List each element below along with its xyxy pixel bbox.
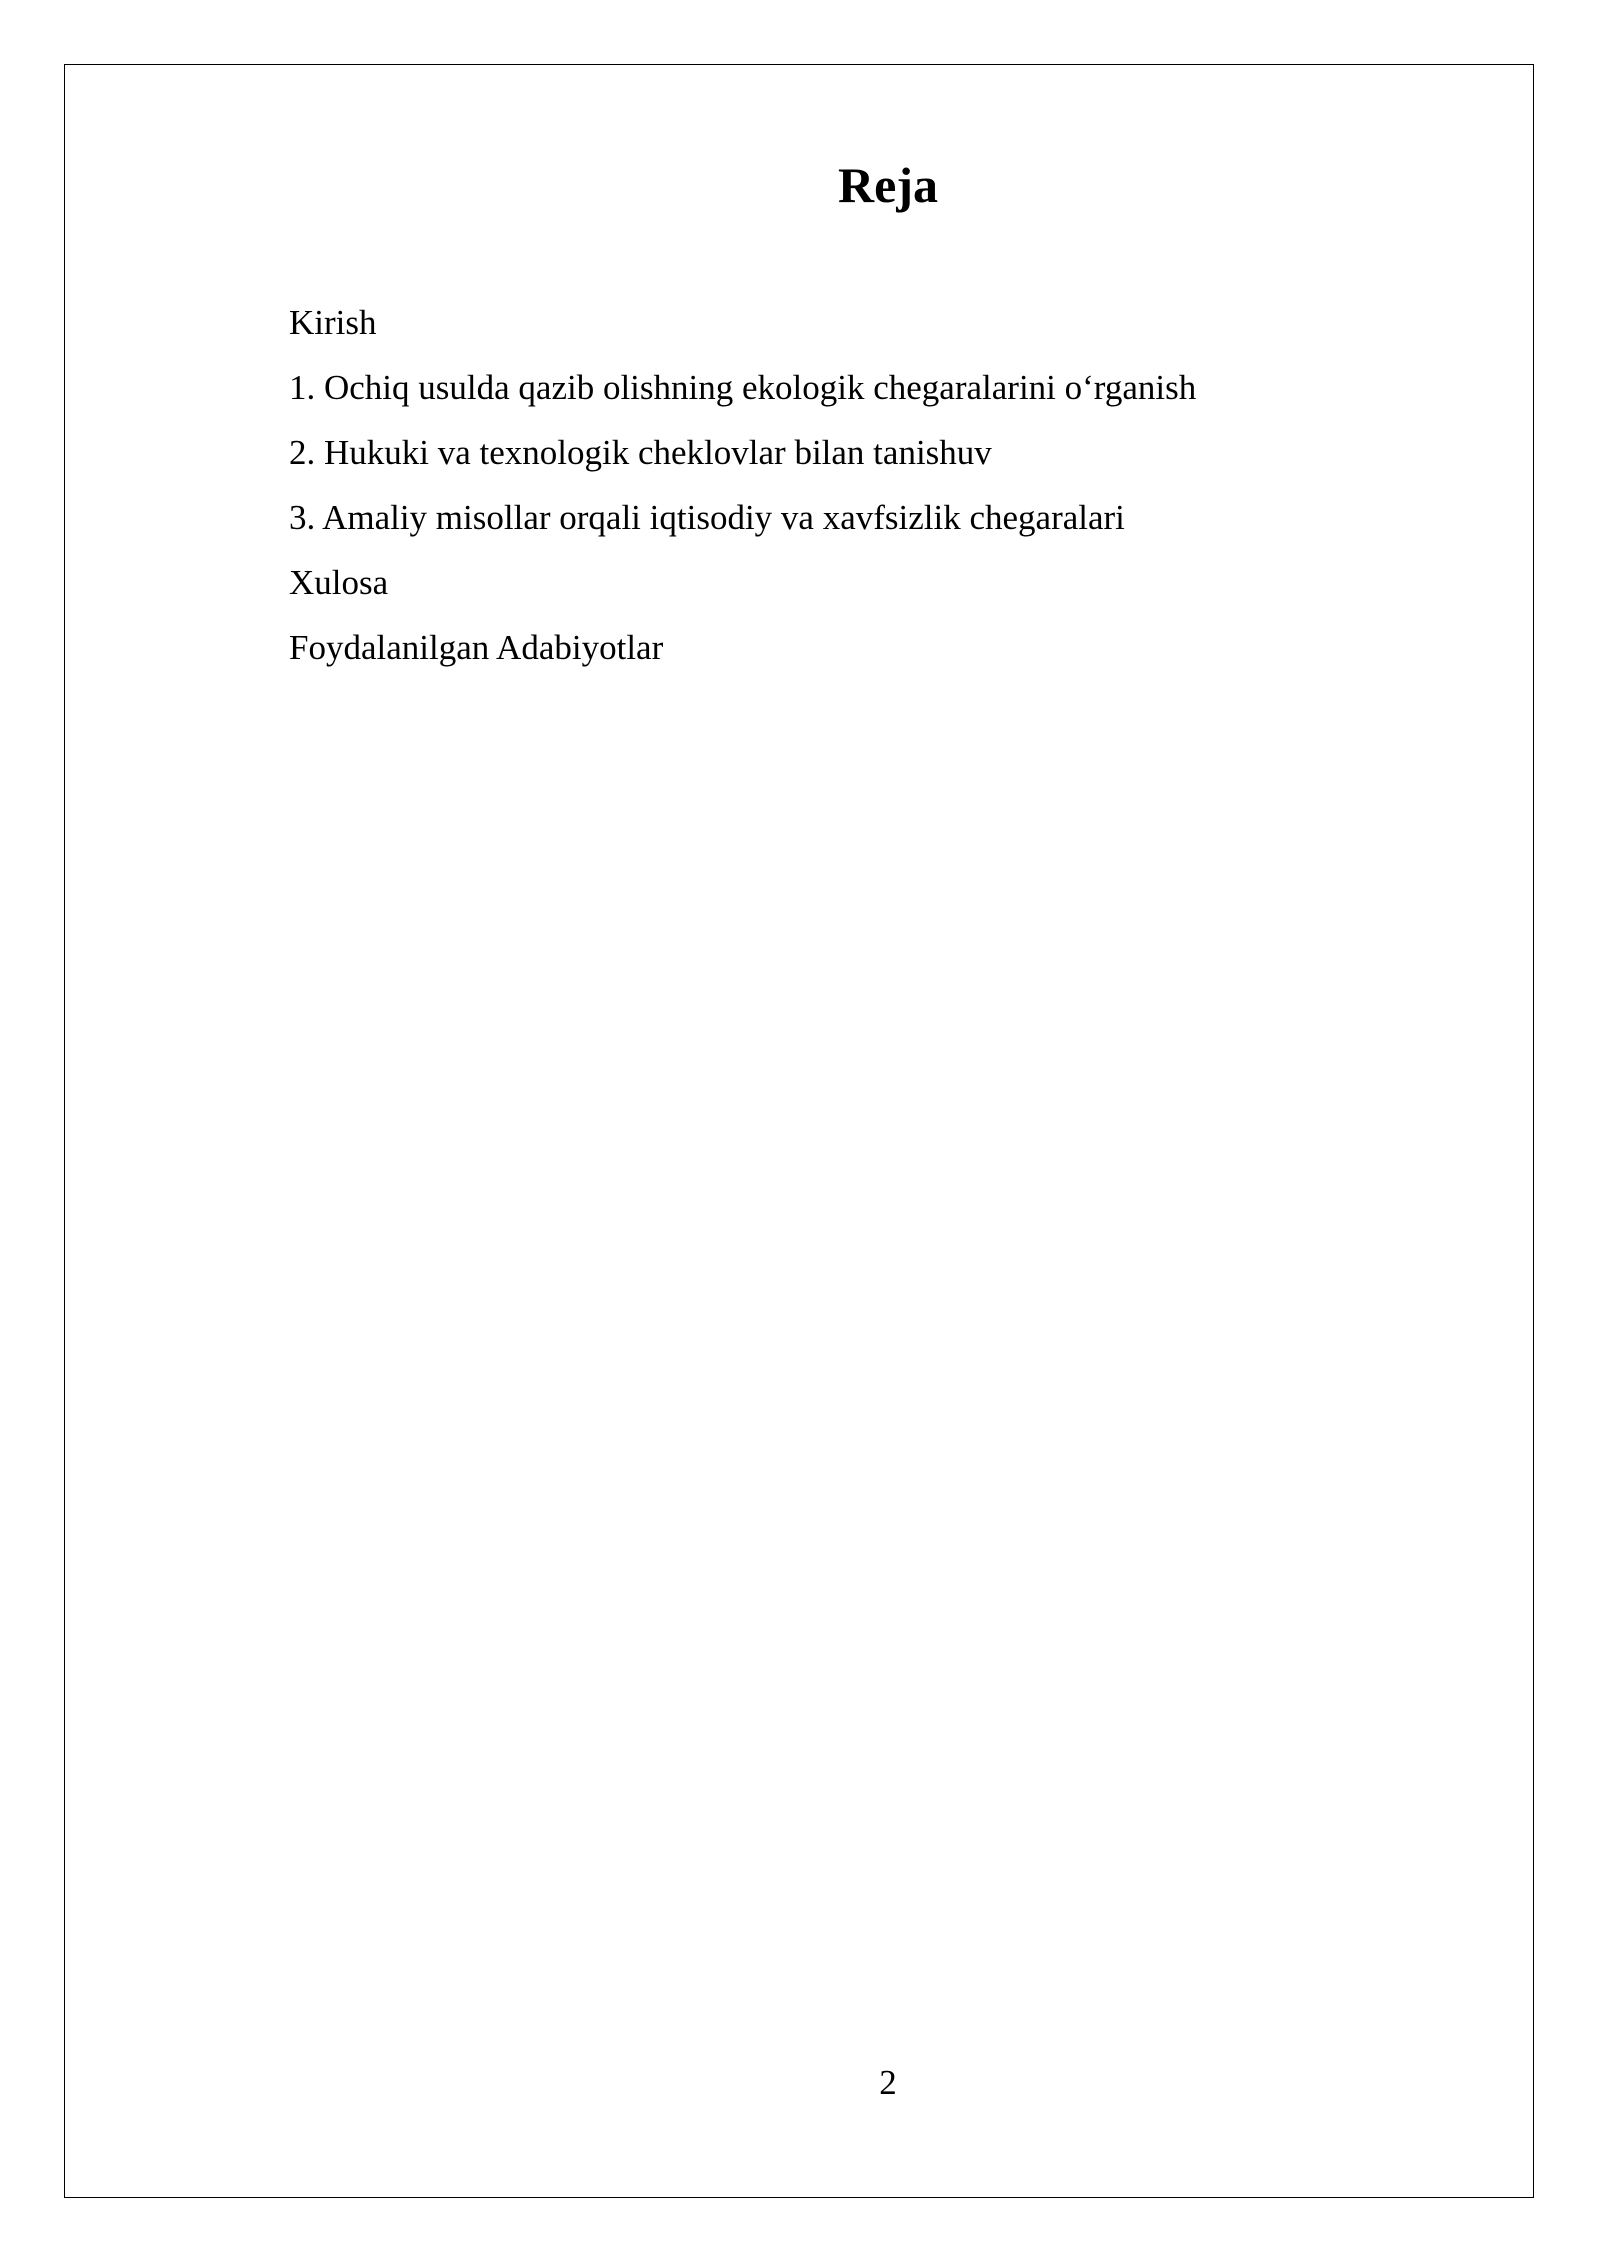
toc-item-2: 2. Hukuki va texnologik cheklovlar bilan tanishuv bbox=[289, 433, 992, 472]
toc-item-introduction: Kirish bbox=[289, 303, 377, 342]
toc-item-1: 1. Ochiq usulda qazib olishning ekologik chegaralarini o‘rganish bbox=[289, 368, 1197, 407]
toc-item-references: Foydalanilgan Adabiyotlar bbox=[289, 628, 664, 667]
page-number: 2 bbox=[879, 2063, 897, 2102]
toc-item-3: 3. Amaliy misollar orqali iqtisodiy va xavfsizlik chegaralari bbox=[289, 498, 1125, 537]
page-title: Reja bbox=[838, 157, 938, 213]
table-of-contents bbox=[289, 290, 1196, 680]
toc-item-conclusion: Xulosa bbox=[289, 563, 389, 602]
